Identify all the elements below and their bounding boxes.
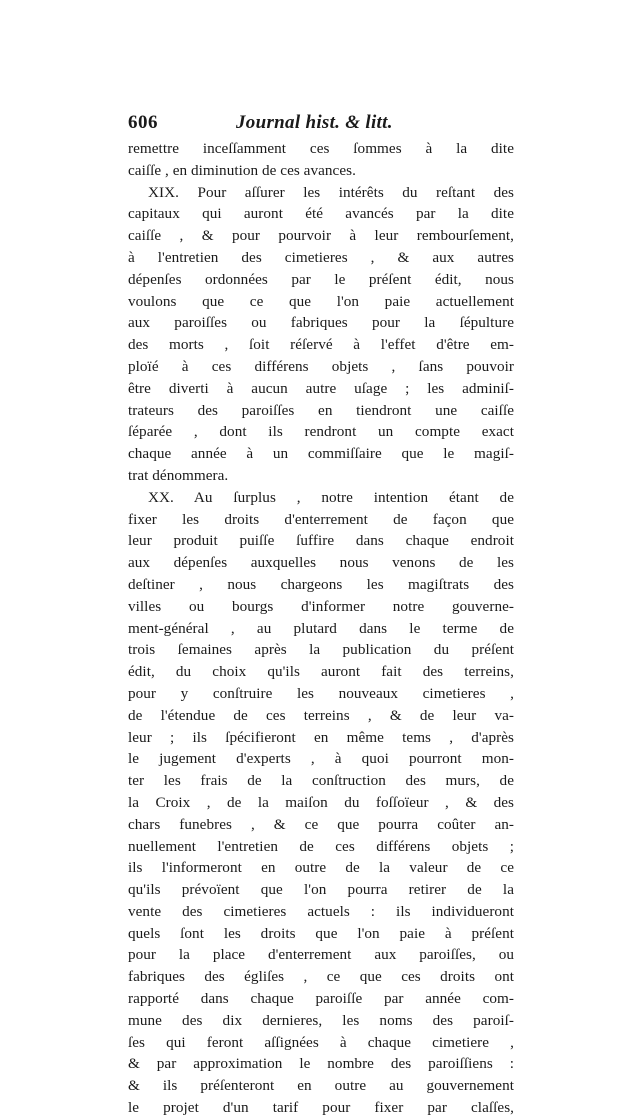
text-line: caiſſe , en diminution de ces avances. bbox=[128, 161, 356, 179]
text-line: fixer les droits d'enterrement de façon que bbox=[128, 510, 514, 528]
text-line: ter les frais de la conſtruction des murs, de bbox=[128, 772, 514, 790]
text-line: remettre inceſſamment ces ſommes à la dite bbox=[128, 140, 514, 157]
text-line: la Croix , de la maiſon du foſſoïeur , & des bbox=[128, 793, 514, 811]
text-line: ſes qui feront aſſignées à chaque cimetiere , bbox=[128, 1033, 514, 1051]
text-line: dépenſes ordonnées par le préſent édit, nous bbox=[128, 270, 514, 288]
text-line: deſtiner , nous chargeons les magiſtrats des bbox=[128, 575, 514, 593]
text-line: ploïé à ces différens objets , ſans pouvoir bbox=[128, 357, 514, 375]
text-line: voulons que ce que l'on paie actuellement bbox=[128, 292, 514, 310]
text-line: leur produit puiſſe ſuffire dans chaque endroit bbox=[128, 532, 514, 550]
text-line: villes ou bourgs d'informer notre gouverne- bbox=[128, 597, 514, 615]
page-number: 606 bbox=[128, 112, 158, 133]
text-line: chaque année à un commiſſaire que le magiſ- bbox=[128, 445, 514, 463]
text-line: pour y conſtruire les nouveaux cimetieres , bbox=[128, 684, 514, 702]
text-line: trateurs des paroiſſes en tiendront une caiſſe bbox=[128, 401, 514, 419]
text-line: leur ; ils ſpécifieront en même tems , d'après bbox=[128, 728, 514, 746]
text-line: caiſſe , & pour pourvoir à leur rembourſement, bbox=[128, 227, 514, 245]
text-line: vente des cimetieres actuels : ils individueront bbox=[128, 902, 514, 920]
text-line: pour la place d'enterrement aux paroiſſes, ou bbox=[128, 946, 514, 964]
text-line: trois ſemaines après la publication du préſent bbox=[128, 641, 514, 659]
text-line: ils l'informeront en outre de la valeur de ce bbox=[128, 859, 514, 877]
text-line: fabriques des égliſes , ce que ces droits ont bbox=[128, 968, 514, 986]
text-line: capitaux qui auront été avancés par la dite bbox=[128, 205, 514, 223]
text-line: mune des dix dernieres, les noms des paroiſ- bbox=[128, 1011, 514, 1029]
text-line: chars funebres , & ce que pourra coûter an- bbox=[128, 815, 514, 833]
text-line: des morts , ſoit réſervé à l'effet d'être em- bbox=[128, 336, 514, 354]
text-line: être diverti à aucun autre uſage ; les adminiſ- bbox=[128, 379, 514, 397]
text-line: rapporté dans chaque paroiſſe par année com- bbox=[128, 990, 514, 1008]
text-line: & par approximation le nombre des paroiſſiens : bbox=[128, 1055, 514, 1073]
text-line: trat dénommera. bbox=[128, 466, 229, 484]
text-line: qu'ils prévoïent que l'on pourra retirer de la bbox=[128, 881, 514, 899]
text-line: le jugement d'experts , à quoi pourront mon- bbox=[128, 750, 514, 768]
text-line: nuellement l'entretien de ces différens objets ; bbox=[128, 837, 514, 855]
text-line: ment-général , au plutard dans le terme de bbox=[128, 619, 514, 637]
running-head bbox=[128, 108, 514, 138]
running-title: Journal hist. & litt. bbox=[236, 112, 393, 133]
book-page bbox=[128, 108, 514, 1119]
text-line: aux paroiſſes ou fabriques pour la ſépulture bbox=[128, 314, 514, 332]
text-line: ſéparée , dont ils rendront un compte exact bbox=[128, 423, 514, 441]
text-line: à l'entretien des cimetieres , & aux autres bbox=[128, 248, 514, 266]
text-line: le projet d'un tarif pour fixer par claſſes, bbox=[128, 1099, 514, 1117]
text-line: de l'étendue de ces terreins , & de leur va- bbox=[128, 706, 514, 724]
body-text bbox=[128, 138, 514, 1119]
text-line: quels ſont les droits que l'on paie à préſent bbox=[128, 924, 514, 942]
text-line: XIX. Pour aſſurer les intérêts du reſtant des bbox=[148, 183, 514, 201]
text-line: aux dépenſes auxquelles nous venons de les bbox=[128, 554, 514, 572]
text-line: & ils préſenteront en outre au gouvernement bbox=[128, 1077, 514, 1095]
text-line: édit, du choix qu'ils auront fait des terreins, bbox=[128, 663, 514, 681]
text-line: XX. Au ſurplus , notre intention étant de bbox=[148, 488, 514, 506]
